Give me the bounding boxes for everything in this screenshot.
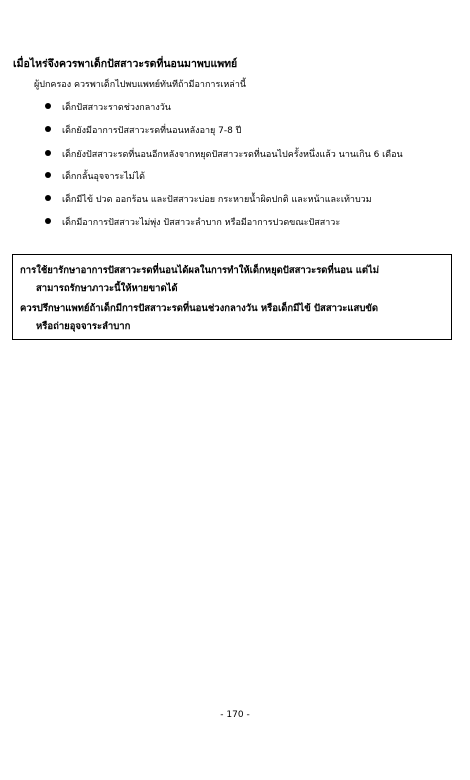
intro-text: ผู้ปกครอง ควรพาเด็กไปพบแพทย์ทันทีถ้ามีอาการเหล่านี้	[34, 80, 247, 90]
bullet-icon	[45, 218, 51, 224]
note-line: สามารถรักษาภาวะนี้ให้หายขาดได้	[36, 283, 178, 294]
bullet-icon	[45, 126, 51, 132]
document-page: เมื่อไหร่จึงควรพาเด็กปัสสาวะรดที่นอนมาพบแพทย์ ผู้ปกครอง ควรพาเด็กไปพบแพทย์ทันทีถ้ามีอาการเหล่านี้ เด็กปัสสาวะราดช่วงกลางวัน เด็กยังมีอาการปัสสาวะรดที่นอนหลังอายุ 7-8 ปี เด็กยังปัสสาวะรดที่นอนอีกหลังจากหยุดปัสสาวะรดที่นอนไปครั้งหนึ่งแล้ว นานเกิน 6 เดือน เด็กกลั้นอุจจาระไม่ได้ เด็กมีไข้ ปวด ออกร้อน และปัสสาวะบ่อย กระหายน้ำผิดปกติ และหน้าและเท้าบวม เด็กมีอาการปัสสาวะไม่พุ่ง ปัสสาวะลำบาก หรือมีอาการปวดขณะปัสสาวะ การใช้ยารักษาอาการปัสสาวะรดที่นอนได้ผลในการทำให้เด็กหยุดปัสสาวะรดที่นอน แต่ไม่ สามารถรักษาภาวะนี้ให้หายขาดได้ ควรปรึกษาแพทย์ถ้าเด็กมีการปัสสาวะรดที่นอนช่วงกลางวัน หรือเด็กมีไข้ ปัสสาวะแสบขัด หรือถ่ายอุจจาระลำบาก - 170 -	[0, 0, 470, 780]
bullet-icon	[45, 150, 51, 156]
section-heading: เมื่อไหร่จึงควรพาเด็กปัสสาวะรดที่นอนมาพบแพทย์	[13, 58, 238, 70]
note-line: หรือถ่ายอุจจาระลำบาก	[36, 321, 131, 332]
note-line: ควรปรึกษาแพทย์ถ้าเด็กมีการปัสสาวะรดที่นอนช่วงกลางวัน หรือเด็กมีไข้ ปัสสาวะแสบขัด	[20, 303, 379, 314]
bullet-icon	[45, 103, 51, 109]
bullet-icon	[45, 172, 51, 178]
note-line: การใช้ยารักษาอาการปัสสาวะรดที่นอนได้ผลในการทำให้เด็กหยุดปัสสาวะรดที่นอน แต่ไม่	[20, 265, 380, 276]
bullet-icon	[45, 195, 51, 201]
page-number: - 170 -	[220, 710, 250, 720]
note-box	[12, 254, 452, 340]
